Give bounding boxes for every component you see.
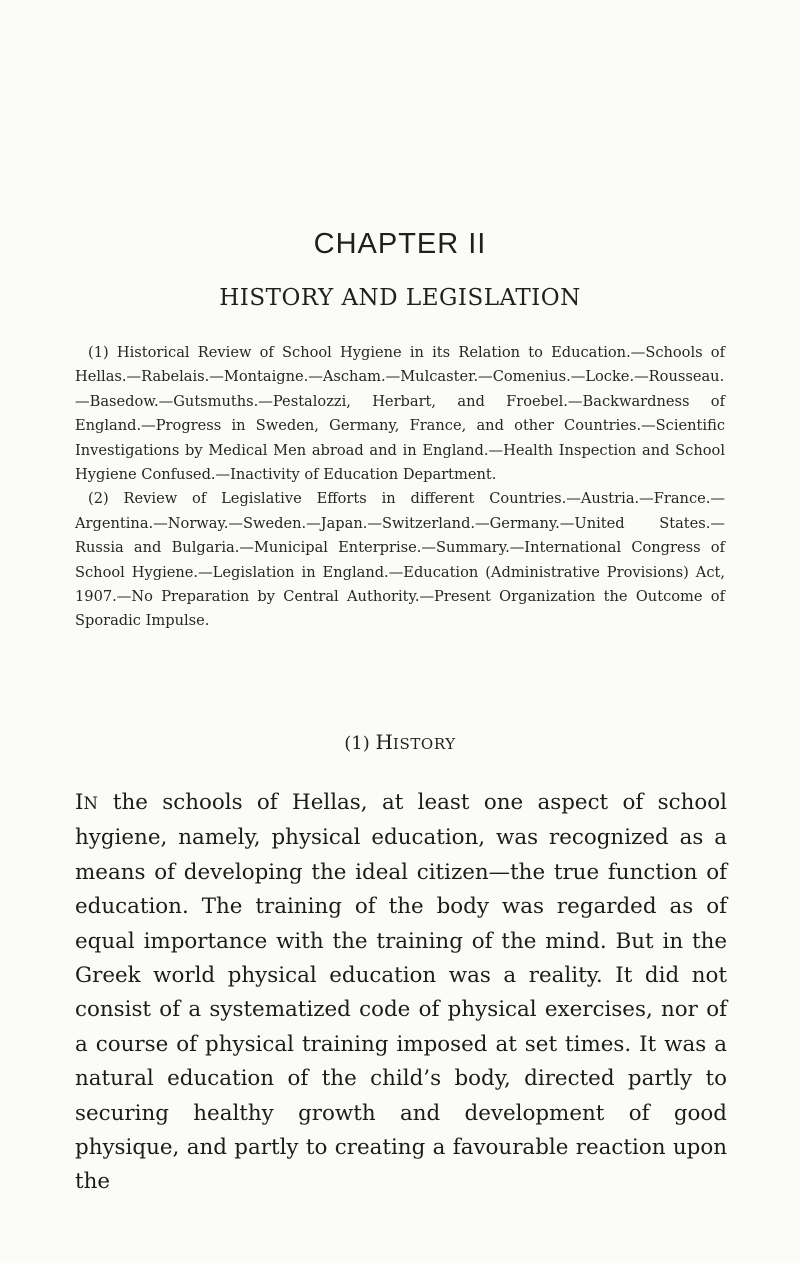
section-heading-rest: ISTORY <box>392 735 456 753</box>
section-number: (1) <box>344 733 370 754</box>
chapter-label: CHAPTER II <box>313 228 487 260</box>
section-heading-first: H <box>375 730 393 754</box>
summary-paragraph-1: (1) Historical Review of School Hygiene in its Relation to Education.—Schools of Hellas.—Rabelais.—Montaigne.—Ascham.—Mulcaster.—Comenius.—Locke.—Rousseau.—Basedow.—Gutsmuths.—Pestalozzi, Herbart, and Froebel.—Backwardness of England.—Progress in Sweden, Germany, France, and other Countries.—Scientific Investigations by Medical Men abroad and in England.—Health Inspection and School Hygiene Confused.—Inactivity of Education Department. <box>75 344 725 484</box>
lead-initial: I <box>75 790 84 815</box>
section-heading <box>0 730 800 754</box>
lead-small-caps: N <box>83 794 99 813</box>
body-text <box>75 786 727 1200</box>
body-paragraph <box>75 786 727 1200</box>
chapter-title: HISTORY AND LEGISLATION <box>219 285 581 311</box>
chapter-summary <box>75 341 725 634</box>
summary-paragraph-2: (2) Review of Legislative Efforts in different Countries.—Austria.—France.—Argentina.—Norway.—Sweden.—Japan.—Switzerland.—Germany.—United States.—Russia and Bulgaria.—Municipal Enterprise.—Summary.—International Congress of School Hygiene.—Legislation in England.—Education (Administrative Provisions) Act, 1907.—No Preparation by Central Authority.—Present Organization the Outcome of Sporadic Impulse. <box>75 490 725 630</box>
body-paragraph-text: the schools of Hellas, at least one aspect of school hygiene, namely, physical education, was recognized as a means of developing the ideal citizen—the true function of education. The training of the body was regarded as of equal importance with the training of the mind. But in the Greek world physical education was a reality. It did not consist of a systematized code of physical exercises, nor of a course of physical training imposed at set times. It was a natural education of the child’s body, directed partly to securing healthy growth and development of good physique, and partly to creating a favourable reaction upon the <box>75 790 727 1195</box>
